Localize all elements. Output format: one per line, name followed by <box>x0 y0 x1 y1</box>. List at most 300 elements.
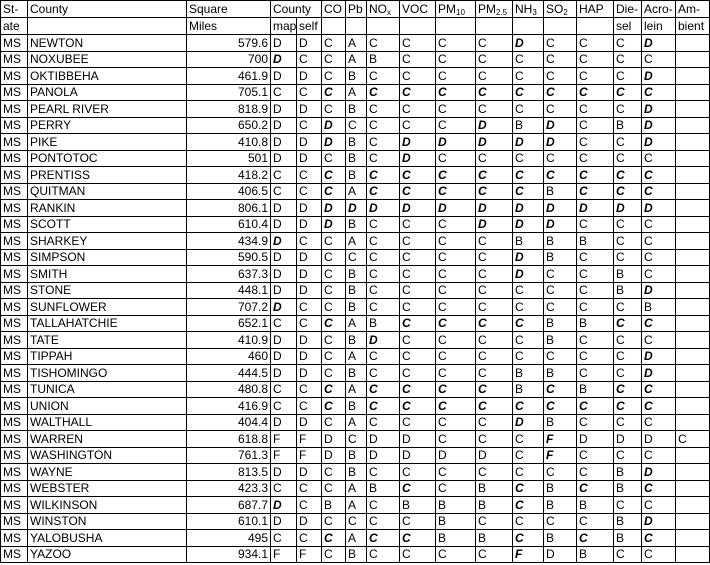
cell-co: C <box>322 233 346 250</box>
cell-pb: B <box>346 101 367 118</box>
cell-self: D <box>297 464 322 481</box>
cell-map: D <box>271 332 297 349</box>
cell-voc: C <box>400 84 436 101</box>
cell-nox: C <box>367 414 400 431</box>
cell-self: D <box>297 101 322 118</box>
cell-so2: B <box>544 480 577 497</box>
cell-hap: B <box>577 315 614 332</box>
cell-acrolein: C <box>642 167 676 184</box>
cell-co: C <box>322 398 346 415</box>
cell-co: C <box>322 513 346 530</box>
cell-map: F <box>271 431 297 448</box>
cell-self: F <box>297 447 322 464</box>
cell-nox: C <box>367 497 400 514</box>
header-ambient-2: bient <box>676 18 710 35</box>
cell-map: C <box>271 167 297 184</box>
cell-st: MS <box>1 530 28 547</box>
cell-voc: C <box>400 480 436 497</box>
cell-county: SIMPSON <box>28 249 187 266</box>
cell-self: D <box>297 150 322 167</box>
cell-so2: B <box>544 315 577 332</box>
cell-county: TUNICA <box>28 381 187 398</box>
cell-sq: 650.2 <box>187 117 271 134</box>
cell-so2: B <box>544 365 577 382</box>
cell-acrolein: C <box>642 381 676 398</box>
cell-nh3: C <box>513 282 544 299</box>
cell-pm10: C <box>436 68 476 85</box>
cell-ambient <box>676 480 710 497</box>
cell-acrolein: C <box>642 480 676 497</box>
cell-county: STONE <box>28 282 187 299</box>
header-nox <box>367 1 400 18</box>
cell-co: C <box>322 101 346 118</box>
header-so2-main: SO <box>546 2 564 16</box>
cell-nox: C <box>367 546 400 563</box>
cell-nh3: C <box>513 431 544 448</box>
cell-st: MS <box>1 167 28 184</box>
cell-co: D <box>322 431 346 448</box>
cell-ambient <box>676 497 710 514</box>
cell-co: C <box>322 183 346 200</box>
cell-st: MS <box>1 480 28 497</box>
header-self: self <box>297 18 322 35</box>
cell-county: WINSTON <box>28 513 187 530</box>
cell-county: OKTIBBEHA <box>28 68 187 85</box>
cell-pm10: D <box>436 134 476 151</box>
cell-ambient <box>676 167 710 184</box>
cell-diesel: D <box>614 431 642 448</box>
table-row <box>1 183 710 200</box>
cell-diesel: C <box>614 51 642 68</box>
cell-pm10: C <box>436 117 476 134</box>
cell-acrolein: C <box>642 266 676 283</box>
cell-pm25: B <box>476 497 513 514</box>
cell-co: C <box>322 249 346 266</box>
cell-sq: 590.5 <box>187 249 271 266</box>
cell-nox: C <box>367 134 400 151</box>
cell-co: C <box>322 365 346 382</box>
cell-self: D <box>297 348 322 365</box>
cell-nox: C <box>367 249 400 266</box>
cell-nh3: C <box>513 315 544 332</box>
cell-pm10: C <box>436 464 476 481</box>
cell-co: C <box>322 315 346 332</box>
table-row <box>1 282 710 299</box>
cell-diesel: C <box>614 447 642 464</box>
header-row-1 <box>1 1 710 18</box>
cell-diesel: C <box>614 332 642 349</box>
cell-ambient <box>676 117 710 134</box>
cell-voc: B <box>400 497 436 514</box>
cell-diesel: B <box>614 464 642 481</box>
cell-ambient <box>676 348 710 365</box>
cell-diesel: B <box>614 513 642 530</box>
cell-sq: 700 <box>187 51 271 68</box>
cell-pm10: B <box>436 497 476 514</box>
header-pm25 <box>476 1 513 18</box>
cell-nh3: C <box>513 183 544 200</box>
cell-diesel: C <box>614 348 642 365</box>
cell-pm25: C <box>476 332 513 349</box>
cell-voc: D <box>400 431 436 448</box>
cell-map: D <box>271 414 297 431</box>
cell-pm25: C <box>476 348 513 365</box>
cell-nox: B <box>367 315 400 332</box>
header-nox-main: NO <box>369 2 387 16</box>
cell-voc: C <box>400 414 436 431</box>
cell-ambient <box>676 101 710 118</box>
cell-nh3: C <box>513 398 544 415</box>
cell-sq: 448.1 <box>187 282 271 299</box>
cell-pb: B <box>346 332 367 349</box>
cell-hap: C <box>577 365 614 382</box>
cell-diesel: C <box>614 249 642 266</box>
cell-acrolein: D <box>642 117 676 134</box>
cell-map: C <box>271 480 297 497</box>
cell-st: MS <box>1 216 28 233</box>
cell-self: D <box>297 249 322 266</box>
cell-st: MS <box>1 200 28 217</box>
cell-pm25: C <box>476 233 513 250</box>
cell-sq: 813.5 <box>187 464 271 481</box>
cell-acrolein: D <box>642 464 676 481</box>
cell-voc: C <box>400 332 436 349</box>
cell-ambient <box>676 282 710 299</box>
cell-diesel: C <box>614 167 642 184</box>
cell-st: MS <box>1 101 28 118</box>
cell-hap: C <box>577 216 614 233</box>
cell-sq: 934.1 <box>187 546 271 563</box>
cell-pb: A <box>346 233 367 250</box>
cell-hap: B <box>577 497 614 514</box>
header-row-2 <box>1 18 710 35</box>
cell-pb: B <box>346 299 367 316</box>
cell-map: D <box>271 150 297 167</box>
cell-ambient <box>676 530 710 547</box>
cell-acrolein: D <box>642 348 676 365</box>
cell-nox: D <box>367 431 400 448</box>
cell-pb: B <box>346 398 367 415</box>
cell-sq: 618.8 <box>187 431 271 448</box>
cell-pb: A <box>346 480 367 497</box>
cell-pm25: C <box>476 365 513 382</box>
cell-diesel: C <box>614 299 642 316</box>
cell-self: C <box>297 117 322 134</box>
cell-pm10: C <box>436 299 476 316</box>
table-row <box>1 84 710 101</box>
cell-voc: C <box>400 266 436 283</box>
cell-self: C <box>297 530 322 547</box>
header-ambient: Am- <box>676 1 710 18</box>
cell-voc: D <box>400 200 436 217</box>
header-diesel: Die- <box>614 1 642 18</box>
cell-self: C <box>297 299 322 316</box>
cell-self: C <box>297 51 322 68</box>
cell-pm25: D <box>476 117 513 134</box>
cell-county: SMITH <box>28 266 187 283</box>
cell-sq: 806.1 <box>187 200 271 217</box>
cell-pb: B <box>346 266 367 283</box>
cell-pm25: B <box>476 480 513 497</box>
cell-hap: C <box>577 332 614 349</box>
cell-voc: C <box>400 398 436 415</box>
cell-hap: C <box>577 35 614 52</box>
cell-self: C <box>297 480 322 497</box>
cell-so2: C <box>544 464 577 481</box>
cell-map: C <box>271 530 297 547</box>
cell-map: D <box>271 497 297 514</box>
cell-ambient <box>676 299 710 316</box>
cell-voc: C <box>400 365 436 382</box>
header-voc-2 <box>400 18 436 35</box>
table-row <box>1 150 710 167</box>
cell-diesel: B <box>614 117 642 134</box>
cell-county: PERRY <box>28 117 187 134</box>
cell-voc: C <box>400 348 436 365</box>
cell-nox: C <box>367 282 400 299</box>
cell-ambient <box>676 381 710 398</box>
table-row <box>1 249 710 266</box>
cell-pm25: D <box>476 200 513 217</box>
cell-county: PIKE <box>28 134 187 151</box>
cell-pm10: D <box>436 200 476 217</box>
cell-pb: A <box>346 348 367 365</box>
cell-co: C <box>322 35 346 52</box>
cell-ambient <box>676 546 710 563</box>
cell-pb: A <box>346 414 367 431</box>
cell-self: D <box>297 68 322 85</box>
cell-ambient <box>676 200 710 217</box>
cell-nox: D <box>367 200 400 217</box>
cell-so2: B <box>544 530 577 547</box>
table-row <box>1 332 710 349</box>
cell-sq: 501 <box>187 150 271 167</box>
cell-st: MS <box>1 183 28 200</box>
cell-st: MS <box>1 365 28 382</box>
cell-nh3: B <box>513 233 544 250</box>
cell-county: PRENTISS <box>28 167 187 184</box>
cell-map: D <box>271 513 297 530</box>
cell-map: D <box>271 233 297 250</box>
cell-hap: B <box>577 381 614 398</box>
cell-county: PONTOTOC <box>28 150 187 167</box>
cell-map: D <box>271 266 297 283</box>
table-row <box>1 464 710 481</box>
cell-nh3: C <box>513 513 544 530</box>
cell-nox: C <box>367 101 400 118</box>
header-co: CO <box>322 1 346 18</box>
header-state-2: ate <box>1 18 28 35</box>
header-county-grade: County <box>271 1 322 18</box>
cell-nox: D <box>367 447 400 464</box>
cell-county: WASHINGTON <box>28 447 187 464</box>
cell-sq: 761.3 <box>187 447 271 464</box>
cell-nox: C <box>367 233 400 250</box>
cell-voc: C <box>400 183 436 200</box>
cell-self: D <box>297 200 322 217</box>
cell-voc: C <box>400 216 436 233</box>
cell-sq: 818.9 <box>187 101 271 118</box>
cell-diesel: C <box>614 216 642 233</box>
table-row <box>1 513 710 530</box>
cell-ambient <box>676 464 710 481</box>
cell-acrolein: C <box>642 315 676 332</box>
cell-pb: B <box>346 68 367 85</box>
cell-self: D <box>297 216 322 233</box>
cell-so2: C <box>544 84 577 101</box>
header-nox-sub: x <box>387 8 391 17</box>
cell-diesel: B <box>614 480 642 497</box>
cell-hap: C <box>577 266 614 283</box>
cell-co: C <box>322 51 346 68</box>
cell-co: D <box>322 117 346 134</box>
cell-nox: C <box>367 216 400 233</box>
cell-nox: C <box>367 464 400 481</box>
header-acrolein-2: lein <box>642 18 676 35</box>
cell-sq: 410.8 <box>187 134 271 151</box>
cell-nox: C <box>367 530 400 547</box>
cell-acrolein: D <box>642 200 676 217</box>
table-row <box>1 365 710 382</box>
cell-pb: B <box>346 167 367 184</box>
cell-nox: C <box>367 365 400 382</box>
cell-hap: C <box>577 134 614 151</box>
cell-pm10: C <box>436 249 476 266</box>
cell-st: MS <box>1 315 28 332</box>
table-row <box>1 497 710 514</box>
table-row <box>1 431 710 448</box>
cell-pm10: C <box>436 101 476 118</box>
header-diesel-2: sel <box>614 18 642 35</box>
table-row <box>1 200 710 217</box>
cell-st: MS <box>1 68 28 85</box>
cell-nh3: C <box>513 150 544 167</box>
cell-map: D <box>271 365 297 382</box>
cell-voc: C <box>400 117 436 134</box>
cell-hap: C <box>577 414 614 431</box>
header-pm10-sub: 10 <box>456 8 465 17</box>
cell-nh3: B <box>513 365 544 382</box>
cell-co: C <box>322 282 346 299</box>
cell-pm25: C <box>476 51 513 68</box>
cell-co: C <box>322 299 346 316</box>
cell-co: C <box>322 464 346 481</box>
cell-so2: D <box>544 546 577 563</box>
cell-so2: C <box>544 51 577 68</box>
cell-so2: F <box>544 431 577 448</box>
cell-acrolein: D <box>642 35 676 52</box>
header-nh3-main: NH <box>515 2 533 16</box>
cell-self: D <box>297 35 322 52</box>
cell-ambient <box>676 414 710 431</box>
cell-sq: 652.1 <box>187 315 271 332</box>
cell-county: UNION <box>28 398 187 415</box>
cell-co: C <box>322 546 346 563</box>
cell-hap: C <box>577 249 614 266</box>
table-row <box>1 546 710 563</box>
cell-acrolein: D <box>642 365 676 382</box>
table-row <box>1 266 710 283</box>
cell-nh3: C <box>513 497 544 514</box>
cell-pm25: C <box>476 381 513 398</box>
cell-county: TALLAHATCHIE <box>28 315 187 332</box>
cell-diesel: C <box>614 414 642 431</box>
table-row <box>1 530 710 547</box>
cell-pb: B <box>346 282 367 299</box>
table-row <box>1 117 710 134</box>
cell-diesel: C <box>614 35 642 52</box>
cell-hap: D <box>577 431 614 448</box>
cell-acrolein: B <box>642 299 676 316</box>
cell-st: MS <box>1 299 28 316</box>
header-square: Square <box>187 1 271 18</box>
cell-hap: C <box>577 398 614 415</box>
cell-ambient <box>676 150 710 167</box>
cell-st: MS <box>1 84 28 101</box>
cell-nh3: C <box>513 447 544 464</box>
cell-county: TISHOMINGO <box>28 365 187 382</box>
cell-map: D <box>271 348 297 365</box>
cell-voc: C <box>400 513 436 530</box>
cell-so2: C <box>544 101 577 118</box>
cell-pb: B <box>346 134 367 151</box>
cell-sq: 579.6 <box>187 35 271 52</box>
header-pm25-sub: 2.5 <box>496 8 508 17</box>
header-acrolein: Acro- <box>642 1 676 18</box>
cell-pb: C <box>346 513 367 530</box>
cell-voc: C <box>400 233 436 250</box>
table-row <box>1 167 710 184</box>
cell-self: D <box>297 332 322 349</box>
cell-self: C <box>297 183 322 200</box>
header-nox-2 <box>367 18 400 35</box>
cell-st: MS <box>1 134 28 151</box>
header-pm10-2 <box>436 18 476 35</box>
cell-sq: 610.1 <box>187 513 271 530</box>
cell-nh3: C <box>513 332 544 349</box>
cell-acrolein: C <box>642 546 676 563</box>
cell-county: YALOBUSHA <box>28 530 187 547</box>
cell-diesel: C <box>614 398 642 415</box>
cell-pb: B <box>346 365 367 382</box>
header-pm10 <box>436 1 476 18</box>
cell-so2: B <box>544 183 577 200</box>
cell-county: SUNFLOWER <box>28 299 187 316</box>
cell-county: TATE <box>28 332 187 349</box>
cell-map: F <box>271 546 297 563</box>
table-row <box>1 414 710 431</box>
header-pm25-main: PM <box>478 2 496 16</box>
cell-nh3: D <box>513 216 544 233</box>
cell-nox: C <box>367 35 400 52</box>
header-square-2: Miles <box>187 18 271 35</box>
cell-acrolein: D <box>642 282 676 299</box>
cell-voc: D <box>400 447 436 464</box>
cell-pm25: C <box>476 464 513 481</box>
cell-sq: 707.2 <box>187 299 271 316</box>
cell-st: MS <box>1 497 28 514</box>
cell-hap: B <box>577 233 614 250</box>
cell-acrolein: D <box>642 513 676 530</box>
header-co-2 <box>322 18 346 35</box>
cell-pm10: C <box>436 216 476 233</box>
cell-diesel: B <box>614 266 642 283</box>
cell-st: MS <box>1 35 28 52</box>
header-pm25-2 <box>476 18 513 35</box>
cell-diesel: C <box>614 497 642 514</box>
cell-self: D <box>297 365 322 382</box>
cell-co: D <box>322 216 346 233</box>
